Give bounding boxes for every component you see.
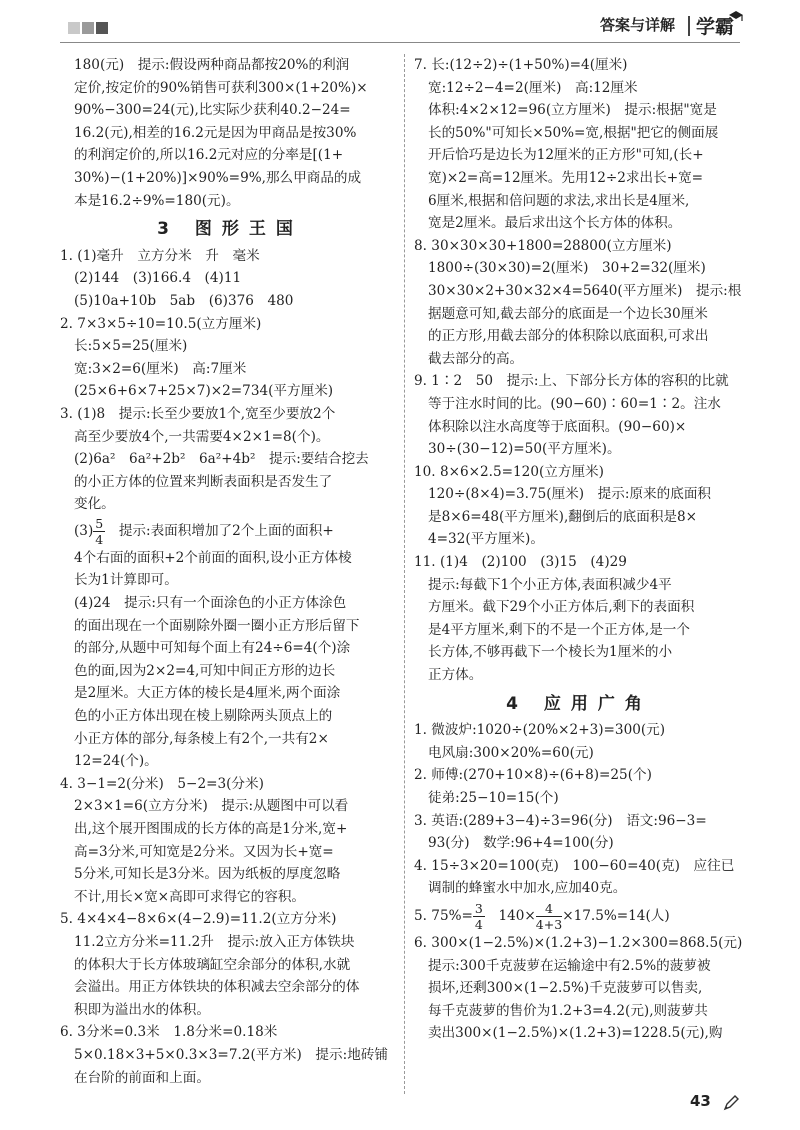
answer-line: 10. 8×6×2.5=120(立方厘米) [414,463,604,480]
answer-continuation: 截去部分的高。 [428,350,524,367]
answer-continuation: 色的面,因为2×2=4,可知中间正方形的边长 [74,662,336,679]
answer-continuation: 高=3分米,可知宽是2分米。又因为长+宽= [74,843,334,860]
answer-continuation: (4)24 提示:只有一个面涂色的小正方体涂色 [74,595,347,612]
answer-line: 3. 英语:(289+3−4)÷3=96(分) 语文:96−3= [414,812,707,829]
answer-line [60,516,400,547]
header-brand: 学霸 [696,16,735,38]
hint-text: 提示:表面积增加了2个上面的面积+ [118,522,334,539]
answer-part: 140× [484,907,536,924]
answer-continuation: 损坏,还剩300×(1−2.5%)千克菠萝可以售卖, [428,980,703,997]
answer-line: 1. (1)毫升 立方分米 升 毫米 [60,247,260,264]
answer-continuation: 的体积大于长方体玻璃缸空余部分的体积,水就 [74,956,351,973]
header-separator [688,16,690,36]
answer-continuation: 电风扇:300×20%=60(元) [428,744,594,761]
fraction-denominator: 4+3 [535,916,563,932]
answer-part: 5. 75%= [414,907,473,924]
answer-part: ×17.5%=14(人) [562,907,670,924]
answer-continuation: 会溢出。用正方体铁块的体积减去空余部分的体 [74,979,360,996]
fraction-denominator: 4 [95,531,104,547]
answer-continuation: 30%)−(1+20%)]×90%=9%,那么甲商品的成 [74,169,362,186]
answer-continuation: (25×6+6×7+25×7)×2=734(平方厘米) [74,383,334,400]
section-title: 3 图形王国 [157,219,303,240]
answer-continuation: 是8×6=48(平方厘米),翻倒后的底面积是8× [428,508,698,525]
answer-continuation: 30×30×2+30×32×4=5640(平方厘米) 提示:根 [428,282,742,299]
answer-line: 4. 3−1=2(分米) 5−2=3(分米) [60,775,264,792]
fraction [93,516,105,547]
answer-continuation: 4个右面的面积+2个前面的面积,设小正方体棱 [74,549,352,566]
answer-continuation: 色的小正方体出现在棱上剔除两头顶点上的 [74,708,333,725]
fraction-denominator: 4 [474,916,483,932]
answer-continuation: 90%−300=24(元),比实际少获利40.2−24= [74,102,351,119]
answer-line: 9. 1∶2 50 提示:上、下部分长方体的容积的比就 [414,373,729,390]
answer-continuation: 高至少要放4个,一共需要4×2×1=8(个)。 [74,428,330,445]
page-header [0,0,800,48]
answer-continuation: 宽:3×2=6(厘米) 高:7厘米 [74,360,247,377]
graduation-cap-icon [728,10,744,24]
pencil-icon [722,1094,740,1112]
page-number: 43 [690,1092,711,1110]
answer-continuation: 6厘米,根据和倍问题的求法,求出长是4厘米, [428,192,690,209]
header-square-1 [68,22,80,34]
answer-continuation: (2)6a² 6a²+2b² 6a²+4b² 提示:要结合挖去 [74,451,369,468]
answer-continuation: 变化。 [74,496,115,513]
answer-continuation: 徒弟:25−10=15(个) [428,790,559,806]
answer-continuation: 体积除以注水高度等于底面积。(90−60)× [428,418,687,435]
answer-continuation: 正方体。 [428,667,483,684]
answer-continuation: 11.2立方分米=11.2升 提示:放入正方体铁块 [74,933,355,950]
answer-continuation: 提示:每截下1个小正方体,表面积减少4平 [428,576,672,593]
answer-continuation: 宽:12÷2−4=2(厘米) 高:12厘米 [428,79,638,96]
answer-continuation: 1800÷(30×30)=2(厘米) 30+2=32(厘米) [428,260,706,277]
answer-line: 3. (1)8 提示:长至少要放1个,宽至少要放2个 [60,405,336,422]
answer-continuation: 长方体,不够再截下一个棱长为1厘米的小 [428,644,673,661]
answer-continuation: 180(元) 提示:假设两种商品都按20%的利润 [74,57,350,73]
section-title: 4 应用广角 [506,693,652,714]
answer-continuation: 30÷(30−12)=50(平方厘米)。 [428,441,621,458]
fraction-numerator: 5 [95,515,104,531]
answer-line: 4. 15÷3×20=100(克) 100−60=40(克) 应往已 [414,857,735,874]
answer-line: 5. 4×4×4−8×6×(4−2.9)=11.2(立方分米) [60,911,337,928]
left-column [60,54,400,1089]
answer-line: 2. 7×3×5÷10=10.5(立方厘米) [60,315,262,332]
answer-continuation: 卖出300×(1−2.5%)×(1.2+3)=1228.5(元),购 [428,1025,723,1042]
answer-line: 11. (1)4 (2)100 (3)15 (4)29 [414,554,627,571]
answer-continuation: 5×0.18×3+5×0.3×3=7.2(平方米) 提示:地砖铺 [74,1046,388,1063]
answer-line: 1. 微波炉:1020÷(20%×2+3)=300(元) [414,722,666,739]
answer-continuation: 长的50%"可知长×50%=宽,根据"把它的侧面展 [428,124,719,141]
answer-continuation: 体积:4×2×12=96(立方厘米) 提示:根据"宽是 [428,102,717,119]
answer-line: 6. 300×(1−2.5%)×(1.2+3)−1.2×300=868.5(元) [414,934,743,951]
right-column [414,54,744,1045]
answer-continuation: 每千克菠萝的售价为1.2+3=4.2(元),则菠萝共 [428,1002,708,1019]
answer-continuation: 是2厘米。大正方体的棱长是4厘米,两个面涂 [74,685,341,702]
answer-line: 7. 长:(12÷2)÷(1+50%)=4(厘米) [414,57,628,73]
answer-continuation: (5)10a+10b 5ab (6)376 480 [74,292,294,309]
answer-continuation: 2×3×1=6(立方分米) 提示:从题图中可以看 [74,798,349,815]
answer-continuation: 93(分) 数学:96+4=100(分) [428,835,614,852]
fraction [536,901,562,932]
answer-continuation: 的面出现在一个面剔除外圈一圈小正方形后留下 [74,617,360,634]
header-rule [60,42,740,43]
fraction-numerator: 4 [536,901,562,917]
answer-line: 6. 3分米=0.3米 1.8分米=0.18米 [60,1024,278,1041]
answer-continuation: 的部分,从题中可知每个面上有24÷6=4(个)涂 [74,640,351,657]
answer-continuation: 提示:300千克菠萝在运输途中有2.5%的菠萝被 [428,957,711,974]
answer-continuation: 小正方体的部分,每条棱上有2个,一共有2× [74,730,329,747]
answer-continuation: 长:5×5=25(厘米) [74,338,188,355]
answer-continuation: 宽是2厘米。最后求出这个长方体的体积。 [428,215,682,232]
answer-continuation: 的小正方体的位置来判断表面积是否发生了 [74,473,333,490]
answer-continuation: 5分米,可知长是3分米。因为纸板的厚度忽略 [74,866,341,883]
answer-continuation: 宽)×2=高=12厘米。先用12÷2求出长+宽= [428,169,704,186]
answer-continuation: 方厘米。截下29个小正方体后,剩下的表面积 [428,599,695,616]
header-section-label: 答案与详解 [600,16,676,34]
answer-continuation: 本是16.2÷9%=180(元)。 [74,192,240,209]
answer-continuation: 16.2(元),相差的16.2元是因为甲商品是按30% [74,124,357,141]
answer-continuation: 4=32(平方厘米)。 [428,531,544,548]
answer-line [414,900,744,932]
column-divider [404,54,405,1094]
answer-continuation: 不计,用长×宽×高即可求得它的容积。 [74,888,306,905]
answer-line: 8. 30×30×30+1800=28800(立方厘米) [414,237,672,254]
answer-continuation: 定价,按定价的90%销售可获利300×(1+20%)× [74,79,368,96]
answer-continuation: (2)144 (3)166.4 (4)11 [74,270,242,287]
answer-line: 2. 师傅:(270+10×8)÷(6+8)=25(个) [414,767,652,784]
header-square-3 [96,22,108,34]
answer-label: (3) [74,522,94,539]
answer-continuation: 的利润定价的,所以16.2元对应的分率是[(1+ [74,147,344,164]
fraction-numerator: 3 [474,900,483,916]
answer-continuation: 在台阶的前面和上面。 [74,1069,210,1086]
header-square-2 [82,22,94,34]
answer-continuation: 开后恰巧是边长为12厘米的正方形"可知,(长+ [428,147,704,164]
answer-continuation: 是4平方厘米,剩下的不是一个正方体,是一个 [428,621,690,638]
answer-continuation: 等于注水时间的比。(90−60)∶60=1∶2。注水 [428,395,721,412]
answer-continuation: 据题意可知,截去部分的底面是一个边长30厘米 [428,305,708,322]
answer-continuation: 积即为溢出水的体积。 [74,1001,210,1018]
answer-continuation: 12=24(个)。 [74,753,158,770]
fraction [473,901,485,932]
answer-continuation: 出,这个展开图围成的长方体的高是1分米,宽+ [74,821,348,837]
answer-continuation: 调制的蜂蜜水中加水,应加40克。 [428,880,627,897]
answer-continuation: 长为1计算即可。 [74,572,178,589]
answer-continuation: 120÷(8×4)=3.75(厘米) 提示:原来的底面积 [428,486,712,503]
answer-continuation: 的正方形,用截去部分的体积除以底面积,可求出 [428,328,709,345]
